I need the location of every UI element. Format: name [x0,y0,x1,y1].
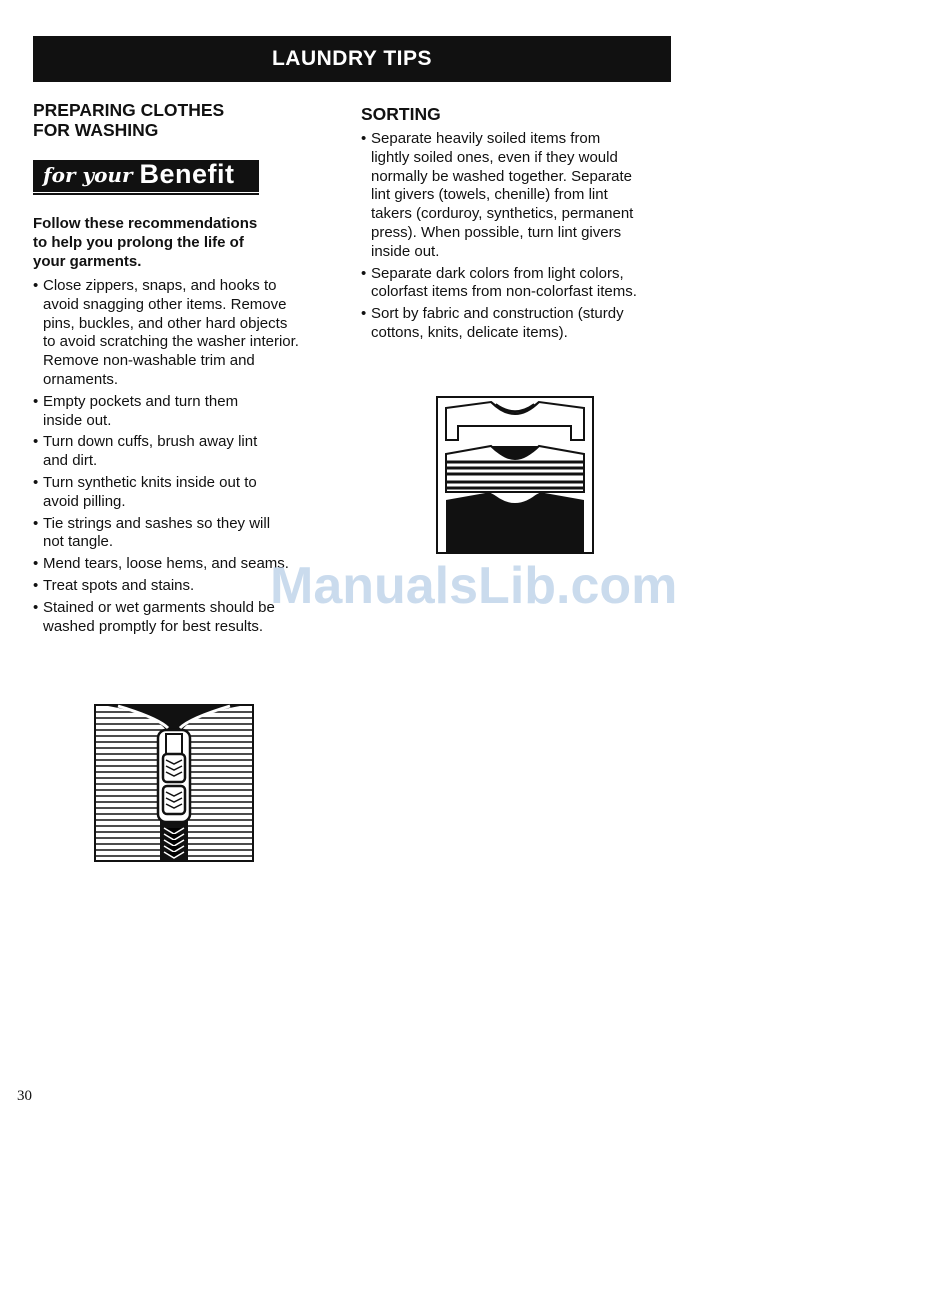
zipper-icon [94,704,254,862]
watermark: ManualsLib.com [270,557,678,615]
for-your-benefit-badge [33,160,259,192]
intro-text [33,214,343,271]
intro-line: to help you prolong the life of [33,234,244,251]
list-item: • Close zippers, snaps, and hooks to avoid snagging other items. Remove pins, buckles, and other hard objects to avoid scratching the washer interior. Remove non-washable trim and ornaments. [33,277,343,390]
list-item: • Turn synthetic knits inside out to avoid pilling. [33,474,343,512]
title-line: PREPARING CLOTHES [33,100,225,120]
list-item: • Stained or wet garments should be washed promptly for best results. [33,599,343,637]
sorting-section [361,104,681,346]
list-item: • Empty pockets and turn them inside out. [33,393,343,431]
badge-big-text: Benefit [139,159,235,189]
list-item: • Turn down cuffs, brush away lint and dirt. [33,433,343,471]
preparing-clothes-title [33,100,343,140]
list-item: • Tie strings and sashes so they will not tangle. [33,515,343,553]
list-item: • Mend tears, loose hems, and seams. [33,555,343,574]
sorting-bullet-list [361,130,681,343]
sorting-title: SORTING [361,104,441,124]
badge-small-text: for your [43,162,133,187]
list-item: • Treat spots and stains. [33,577,343,596]
list-item: • Sort by fabric and construction (sturdy cottons, knits, delicate items). [361,305,681,343]
sorted-shirts-icon [436,396,594,554]
title-line: FOR WASHING [33,120,159,140]
page-number: 30 [17,1088,32,1104]
list-item: • Separate heavily soiled items from lightly soiled ones, even if they would normally be washed together. Separate lint givers (towels, chenille) from lint takers (corduroy, synthetics, permanent press). When possible, turn lint givers inside out. [361,130,681,262]
intro-line: your garments. [33,253,142,270]
header-title: LAUNDRY TIPS [271,47,432,70]
intro-line: Follow these recommendations [33,215,258,232]
page-header [33,36,671,82]
list-item: • Separate dark colors from light colors, colorfast items from non-colorfast items. [361,265,681,303]
